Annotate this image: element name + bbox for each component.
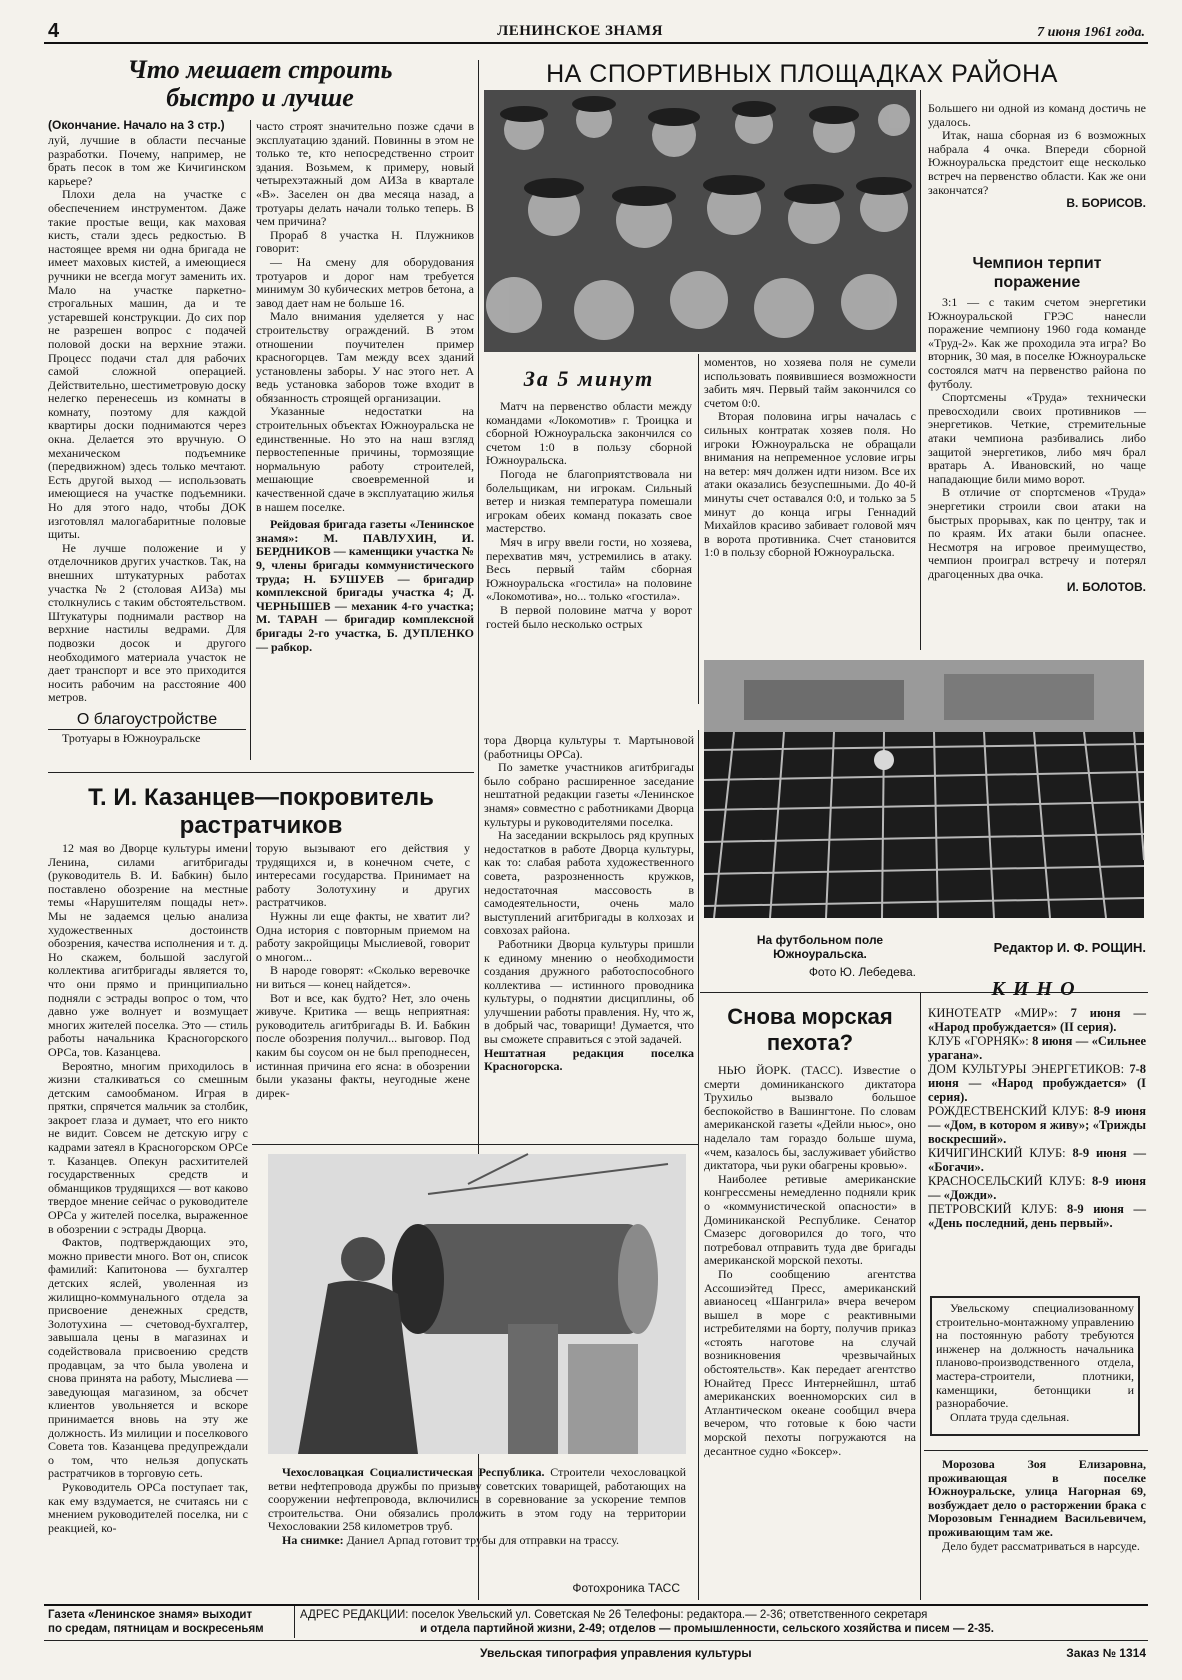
- issue-date: 7 июня 1961 года.: [1037, 25, 1145, 40]
- paragraph: Матч на первенство области между командами «Локомотив» г. Троицка и сборной Южноуральска закончился со счетом 1:0 в пользу сборной Южноуральска.: [486, 399, 692, 468]
- building-signature: Рейдовая бригада газеты «Ленинское знамя»: М. ПАВЛУХИН, И. БЕРДНИКОВ — каменщики участка № 9, члены бригады коммунистического труда; Н. БУШУЕВ — бригадир комплексной бригады участка 4; Д. ЧЕРНЫШЕВ — механик 4-го участка; М. ТАРАН — бригадир комплексной бригады 2-го участка, Б. ДУПЛЕНКО — рабкор.: [256, 517, 474, 654]
- paragraph: луй, лучшие в области песчаные разработки. Почему, например, не брать песок в том же Кичигинском карьере?: [48, 133, 246, 188]
- champion-title: [928, 254, 1146, 292]
- marines-title: [704, 1004, 916, 1056]
- paragraph: Погода не благоприятствовала ни болельщикам, ни игрокам. Сильный ветер и низкая температура помешали игрокам обеих команд показать свое мастерство.: [486, 466, 692, 536]
- job-ad-text: [936, 1302, 1134, 1424]
- marines-title-line1: Снова морская: [727, 1004, 893, 1029]
- section-rule: [48, 772, 474, 773]
- paragraph: Итак, наша сборная из 6 возможных набрала 4 очка. Впереди сборной Южноуральска предстоит еще несколько встреч на первенство области. Как же они закончатся?: [928, 128, 1146, 197]
- divorce-notice: [928, 1458, 1146, 1598]
- paragraph: Тротуары в Южноуральске: [62, 730, 201, 745]
- paragraph: Вероятно, многим приходилось в жизни сталкиваться со смешным детским самообманом. Играя в прятки, спрячется мальчик за столбик, закроет глаза и думает, что его никто не видит. Совсем не детскую игру с кадрами затеял в Красногорском ОРСе т. Казанцев. Опекун расхитителей государственных средств и обманщиков трудящихся — вот каково твердое мнение сейчас о руководителе ОРСа у жителей поселка, выраженное в обозрении с эстрады Дворца.: [48, 1058, 248, 1236]
- kino-schedule: 8 июня — «Сильнее урагана».: [928, 1034, 1147, 1062]
- building-title-line2: быстро и лучше: [166, 83, 354, 112]
- pipeline-caption-lead: Чехословацкая Социалистическая Республика.: [282, 1465, 545, 1479]
- building-title: [60, 56, 460, 112]
- kino-schedule: 7-8 июня — «Народ пробуждается» (I серия).: [928, 1062, 1146, 1104]
- field-photo-credit: Фото Ю. Лебедева.: [808, 965, 916, 979]
- column-rule: [920, 90, 921, 650]
- footer-rule-top: [44, 1604, 1148, 1606]
- field-caption-line1: На футбольном поле: [756, 933, 884, 947]
- building-col1: [48, 133, 246, 745]
- section-rule: [252, 1144, 698, 1145]
- paragraph: Мяч в игру ввели гости, но хозяева, перехватив мяч, устремились в атаку. Весь первый тайм сборная Южноуральска «гостила» на половине «Локомотива», но... только «гостила».: [486, 534, 692, 604]
- sports-section-title: НА СПОРТИВНЫХ ПЛОЩАДКАХ РАЙОНА: [546, 60, 1058, 88]
- paragraph: Вторая половина игры началась с сильных контратак хозяев поля. Но игроки Южноуральска не обращали внимания на непременное условие игры на ветер: мяч должен идти низом. Все их атаки оказались безуспешными. До 40-й минуты счет оставался 0:0, и только за 5 минут до конца игры Геннадий Михайлов красиво забивает головой мяч в ворота противника. Счет становится 1:0 в пользу сборной Южноуральска.: [704, 409, 916, 560]
- paper-name: ЛЕНИНСКОЕ ЗНАМЯ: [497, 23, 663, 39]
- paragraph: На заседании вскрылось ряд крупных недостатков в работе Дворца культуры, как то: слабая работа художественного совета, разрозненность кружков, недостаточная массовость в самодеятельности, очень мало выступлений агитбригады в колхозах и совхозах района.: [484, 828, 694, 938]
- paragraph: В первой половине матча у ворот гостей было несколько острых: [486, 602, 692, 631]
- pipeline-photo-graphic: [268, 1154, 686, 1454]
- masthead-rule: [44, 42, 1148, 44]
- editorial-address: [300, 1608, 1146, 1636]
- kino-schedule: 8-9 июня — «День последний, день первый».: [928, 1202, 1146, 1230]
- paragraph: 3:1 — с таким счетом энергетики Южноуральской ГРЭС нанесли поражение чемпиону 1960 года команде «Труд-2». Как же проходила эта игра? Во вторник, 30 мая, в поселке Южноуральске состоялся матч на первенство района по футболу.: [928, 295, 1146, 391]
- agitbrigade-col1: [48, 842, 248, 1564]
- paragraph: часто строят значительно позже сдачи в эксплуатацию зданий. Повинны в этом не только те, кто непосредственно строит здания. Возьмем, к примеру, новый четырехэтажный дом АИЗа в квартале «В». Заселен он два месяца назад, а тротуары делать начали только теперь. В чем причина?: [256, 119, 474, 229]
- paragraph: Мало внимания уделяется у нас строительству ограждений. В этом отношении поучителен пример красногорцев. Там между всех зданий установлены заборы. У нас этого нет. А ведь установка заборов тоже входит в обязанность строящей организации.: [256, 309, 474, 405]
- kino-schedule: 7 июня — «Народ пробуждается» (II серия).: [928, 1006, 1146, 1034]
- marines-title-line2: пехота?: [766, 1030, 854, 1055]
- kino-entry: [928, 1104, 1146, 1146]
- job-ad-pay: Оплата труда сдельная.: [950, 1409, 1070, 1424]
- football-field-photo: [704, 660, 1144, 918]
- paragraph: Прораб 8 участка Н. Плужников говорит:: [256, 227, 474, 256]
- match-col2: [704, 356, 916, 636]
- paragraph: Нужны ли еще факты, не хватит ли? Одна история с повторным приемом на работу закройщицы Мыслиевой, говорит о многом...: [256, 908, 470, 964]
- paragraph: По заметке участников агитбригады было собрано расширенное заседание нештатной редакции газеты «Ленинское знамя» совместно с работниками Дворца культуры и руководителями поселка.: [484, 760, 694, 829]
- paragraph: Руководитель ОРСа поступает так, как ему вздумается, не считаясь ни с мнением руководителей поселка, ни с реакцией, ко-: [48, 1479, 248, 1535]
- paragraph: Спортсмены «Труда» технически превосходили своих противников — энергетиков. Четкие, стремительные атаки чемпиона разбивались либо защитой энергетиков, либо мяч брал вратарь А. Ивановский, но чаще нападающие били мимо ворот.: [928, 390, 1146, 486]
- kino-title: КИНО: [991, 978, 1083, 1000]
- paragraph: 12 мая во Дворце культуры имени Ленина, силами агитбригады (руководитель В. И. Бабкин) было поставлено обозрение на местные темы «Нарушителям пощады нет». Мы не задаемся целью анализа художественных достоинств обозрения, качества исполнения и т. д. Но скажем, большой заслугой коллектива агитбригады является то, что они прямо и принципиально подняли с эстрады вопрос о том, что давно уже волнует и возмущает многих жителей поселка. Это — стиль работы начальника Красногорского ОРСа, тов. Казанцева.: [48, 841, 248, 1059]
- kino-entry: [928, 1006, 1146, 1034]
- paragraph: НЬЮ ЙОРК. (ТАСС). Известие о смерти доминиканского диктатора Трухильо вызвало большое беспокойство в Вашингтоне. По словам американской газеты «Дейли ньюс», оно наделало там гораздо больше шума, «чем, казалось бы, заслуживает убийство диктатора, чьи руки обагрены кровью».: [704, 1063, 916, 1173]
- kino-listing: [928, 1006, 1146, 1272]
- kino-schedule: 8-9 июня — «Богачи».: [928, 1146, 1147, 1174]
- match-col1: [486, 400, 692, 696]
- kino-entry: [928, 1034, 1146, 1062]
- paragraph: торую вызывают его действия у трудящихся и, в конечном счете, с интересами государства. Принимает на работу Золотухину и других растратчиков.: [256, 841, 470, 910]
- match-title: За 5 минут: [523, 366, 655, 391]
- editor-label: Редактор И. Ф. РОЩИН.: [993, 940, 1146, 955]
- pipeline-on-photo-lead: На снимке:: [282, 1532, 344, 1547]
- paragraph: моментов, но хозяева поля не сумели использовать появившиеся возможности забить мяч. Первый тайм закончился со счетом 0:0.: [704, 355, 916, 410]
- column-rule: [250, 842, 251, 1062]
- pipeline-photo-credit: Фотохроника ТАСС: [572, 1581, 680, 1595]
- kino-place: КЛУБ «ГОРНЯК»:: [928, 1034, 1029, 1048]
- agitbrigade-title-line1: Т. И. Казанцев—покровитель: [88, 784, 434, 811]
- kino-entry: [928, 1146, 1146, 1174]
- paragraph: Вот и все, как будто? Нет, зло очень живуче. Критика — вещь неприятная: руководитель агитбригады В. И. Бабкин после обозрения получил... выговор. Под каким бы соусом он не был преподнесен, истинная причина его ясна: в обозрении были указаны факты, неугодные жене дирек-: [256, 990, 470, 1100]
- paragraph: По сообщению агентства Ассошиэйтед Пресс, американский авианосец «Шангрила» вчера вечером вышел в море с реактивными истребителями на борту, получив приказ «стоять наготове на случай возникновения чрезвычайных обстоятельств». Как передает агентство Юнайтед Пресс Интернейшнл, штаб американских военноморских сил в Атлантическом океане сообщил вчера вечером, что готовые к бою части морской пехоты погружаются на десантное судно «Боксер».: [704, 1266, 916, 1458]
- kino-entry: [928, 1062, 1146, 1104]
- kino-schedule: 8-9 июня — «Дом, в котором я живу»; «Трижды воскресший».: [928, 1104, 1147, 1146]
- agitbrigade-title: [48, 784, 474, 840]
- kino-place: КИЧИГИНСКИЙ КЛУБ:: [928, 1146, 1066, 1160]
- divorce-notice-court: Дело будет рассматриваться в нарсуде.: [942, 1538, 1140, 1553]
- footer-divider: [294, 1606, 295, 1638]
- pipeline-photo: [268, 1154, 686, 1454]
- paragraph: тора Дворца культуры т. Мартыновой (работницы ОРСа).: [484, 733, 694, 761]
- kino-place: КРАСНОСЕЛЬСКИЙ КЛУБ:: [928, 1174, 1086, 1188]
- column-rule: [698, 730, 699, 1600]
- field-caption: [740, 934, 900, 961]
- kino-place: РОЖДЕСТВЕНСКИЙ КЛУБ:: [928, 1104, 1089, 1118]
- paragraph: В отличие от спортсменов «Труда» энергетики строили свои атаки на быстрых прорывах, как по центру, так и по краям. Их атаки были опаснее. Несмотря на игровое преимущество, чемпион проиграл встречу и потерял драгоценных два очка.: [928, 485, 1146, 581]
- agitbrigade-col2: [256, 842, 470, 1140]
- column-rule: [698, 354, 699, 704]
- agitbrigade-title-line2: растратчиков: [179, 812, 343, 839]
- building-title-line1: Что мешает строить: [127, 55, 393, 84]
- pipeline-caption-para: [268, 1466, 686, 1534]
- publication-schedule-line2: по средам, пятницам и воскресеньям: [48, 1623, 264, 1635]
- paragraph: В народе говорят: «Сколько веревочке ни виться — конец найдется».: [256, 963, 470, 991]
- subhead-blagoustroystvo: О благоустройстве: [48, 711, 246, 730]
- kino-entry: [928, 1202, 1146, 1230]
- sports-right-top: [928, 102, 1146, 230]
- pipeline-caption: [268, 1466, 686, 1566]
- kino-place: КИНОТЕАТР «МИР»:: [928, 1006, 1058, 1020]
- paragraph: Плохи дела на участке с обеспечением инструментом. Даже такие простые вещи, как маховая кисть, стали здесь редкостью. В настоящее время ни одна бригада не имеет маховых кистей, а имеющиеся ручники не всегда могут заменить их. Мало на участке паркетно-строгальных машин, да и те устаревшей конструкции. До сих пор не разрешен вопрос с подачей половой доски на верхние этажи. Процесс подачи стал для рабочих самой сложной операцией. Действительно, шестиметровую доску нелегко перенесешь из комнаты в комнату, поэтому для каждой квартиры доски поднимаются через окна. Делается это вручную. О механическом подъемнике (передвижном) здесь только мечтают. Есть другой выход — использовать имеющиеся на участке подъемники. Но для этого надо, чтобы ДОК изготовлял малогабаритные половые щиты.: [48, 187, 246, 542]
- job-ad-paragraph: Увельскому специализованному строительно-монтажному управлению на постоянную работу требуются инженер на должность начальника планово-производственного отдела, мастера-строители, плотники, каменщики, бетонщики и разнорабочие.: [936, 1301, 1134, 1411]
- crowd-photo: [484, 90, 916, 352]
- footer-rule-bottom: [44, 1640, 1148, 1641]
- publication-schedule-line1: Газета «Ленинское знамя» выходит: [48, 1609, 253, 1621]
- job-ad-box: [930, 1296, 1140, 1436]
- pipeline-caption-para2: [268, 1534, 686, 1548]
- column-rule: [250, 120, 251, 760]
- field-caption-line2: Южноуральска.: [773, 946, 867, 961]
- kino-place: ДОМ КУЛЬТУРЫ ЭНЕРГЕТИКОВ:: [928, 1062, 1125, 1076]
- paragraph: Наиболее ретивые американские конгрессмены немедленно подняли крик о «коммунистической опасности» в Доминиканской Республике. Сенатор Смазерс договорился до того, что потребовал отправить туда две бригады американской морской пехоты.: [704, 1171, 916, 1268]
- page-number: 4: [48, 20, 60, 42]
- paragraph: Фактов, подтверждающих это, можно привести много. Вот он, список фамилий: Капитонова — бухгалтер детских яслей, уволенная из жилищно-коммунального отдела за присвоение денежных средств, Золотухина — счетовод-бухгалтер, завышала цены в магазинах и содействовала присвоению средств продавцам, за что была уволена и снова принята на работу, Мыслиева — заведующая магазином, за обсчет клиентов увольняется и вскоре принимается вновь на эту же должность. Из милиции и поселкового Совета тов. Казанцева предупреждали о том, что нельзя допускать растратчиков в торговую сеть.: [48, 1235, 248, 1481]
- marines-text: [704, 1064, 916, 1600]
- champion-text: [928, 296, 1146, 670]
- crowd-photo-graphic: [484, 90, 916, 352]
- signature-bolotov: И. БОЛОТОВ.: [1066, 580, 1146, 595]
- divorce-notice-text: Морозова Зоя Елизаровна, проживающая в поселке Южноуральске, улица Нагорная 69, возбуждает дело о расторжении брака с Морозовым Геннадием Васильевичем, проживающим там же.: [928, 1457, 1146, 1539]
- paragraph: Не лучше положение и у отделочников других участков. Так, на внешних штукатурных работах участка № 2 (столовая АИЗа) мы столкнулись с таким обстоятельством. Штукатуры поднимали раствор на верхние настилы ведрами. Для подвозки досок и другого необходимого материала участок не дает транспорт и все это приходится носить рабочим на расстояние 400 метров.: [48, 540, 246, 705]
- kino-place: ПЕТРОВСКИЙ КЛУБ:: [928, 1202, 1058, 1216]
- paragraph: Указанные недостатки на строительных объектах Южноуральска не единственные. Но это на наш взгляд первостепенные причины, тормозящие нормальную работу строителей, мешающие своевременной и качественной сдаче в эксплуатацию жилья в нашем поселке.: [256, 404, 474, 514]
- printer-name: Увельская типография управления культуры: [480, 1646, 752, 1660]
- section-rule: [924, 1450, 1148, 1451]
- paragraph: Работники Дворца культуры пришли к единому мнению о необходимости создания дружного работоспособного коллектива — истинного проводника культуры, о поднятии дисциплины, об улучшении работы правления. Ну, что ж, в добрый час, товарищи! Думается, что вы сможете справиться с этой задачей.: [484, 936, 694, 1047]
- pipeline-on-photo-text: Даниел Арпад готовит трубы для отправки на трассу.: [346, 1532, 620, 1547]
- editorial-address-line2: и отдела партийной жизни, 2-49; отделов — промышленности, сельского хозяйства и писем — 2-35.: [420, 1623, 994, 1635]
- football-field-graphic: [704, 660, 1144, 918]
- kino-schedule: 8-9 июня — «Дожди».: [928, 1174, 1147, 1202]
- pipeline-caption-text: Строители чехословацкой ветви нефтепровода дружбы по призыву советских товарищей, работающих на сооружении нефтепровода, включились в соревнование за ускорение темпов строительства. Они обязались проложить в этом году на территории Чехословакии 258 километров труб.: [268, 1465, 687, 1534]
- editorial-address-line1: АДРЕС РЕДАКЦИИ: поселок Увельский ул. Советская № 26 Телефоны: редактора.— 2-36; ответственного секретаря: [300, 1609, 928, 1621]
- continued-note: (Окончание. Начало на 3 стр.): [48, 118, 225, 132]
- paragraph: — На смену для оборудования тротуаров и дорог нам требуется минимум 30 кубических метров бетона, а завод дает нам не больше 16.: [256, 254, 474, 310]
- kino-entry: [928, 1174, 1146, 1202]
- signature-borisov: В. БОРИСОВ.: [1066, 196, 1146, 211]
- agitbrigade-signature: Нештатная редакция поселка Красногорска.: [484, 1045, 694, 1074]
- agitbrigade-col3: [484, 734, 694, 1098]
- publication-schedule: [48, 1608, 288, 1636]
- champion-title-line2: поражение: [993, 274, 1081, 291]
- order-number: Заказ № 1314: [1066, 1646, 1146, 1660]
- building-col2: [256, 120, 474, 760]
- champion-title-line1: Чемпион терпит: [972, 255, 1102, 272]
- paragraph: Большего ни одной из команд достичь не удалось.: [928, 101, 1146, 129]
- column-rule: [920, 992, 921, 1600]
